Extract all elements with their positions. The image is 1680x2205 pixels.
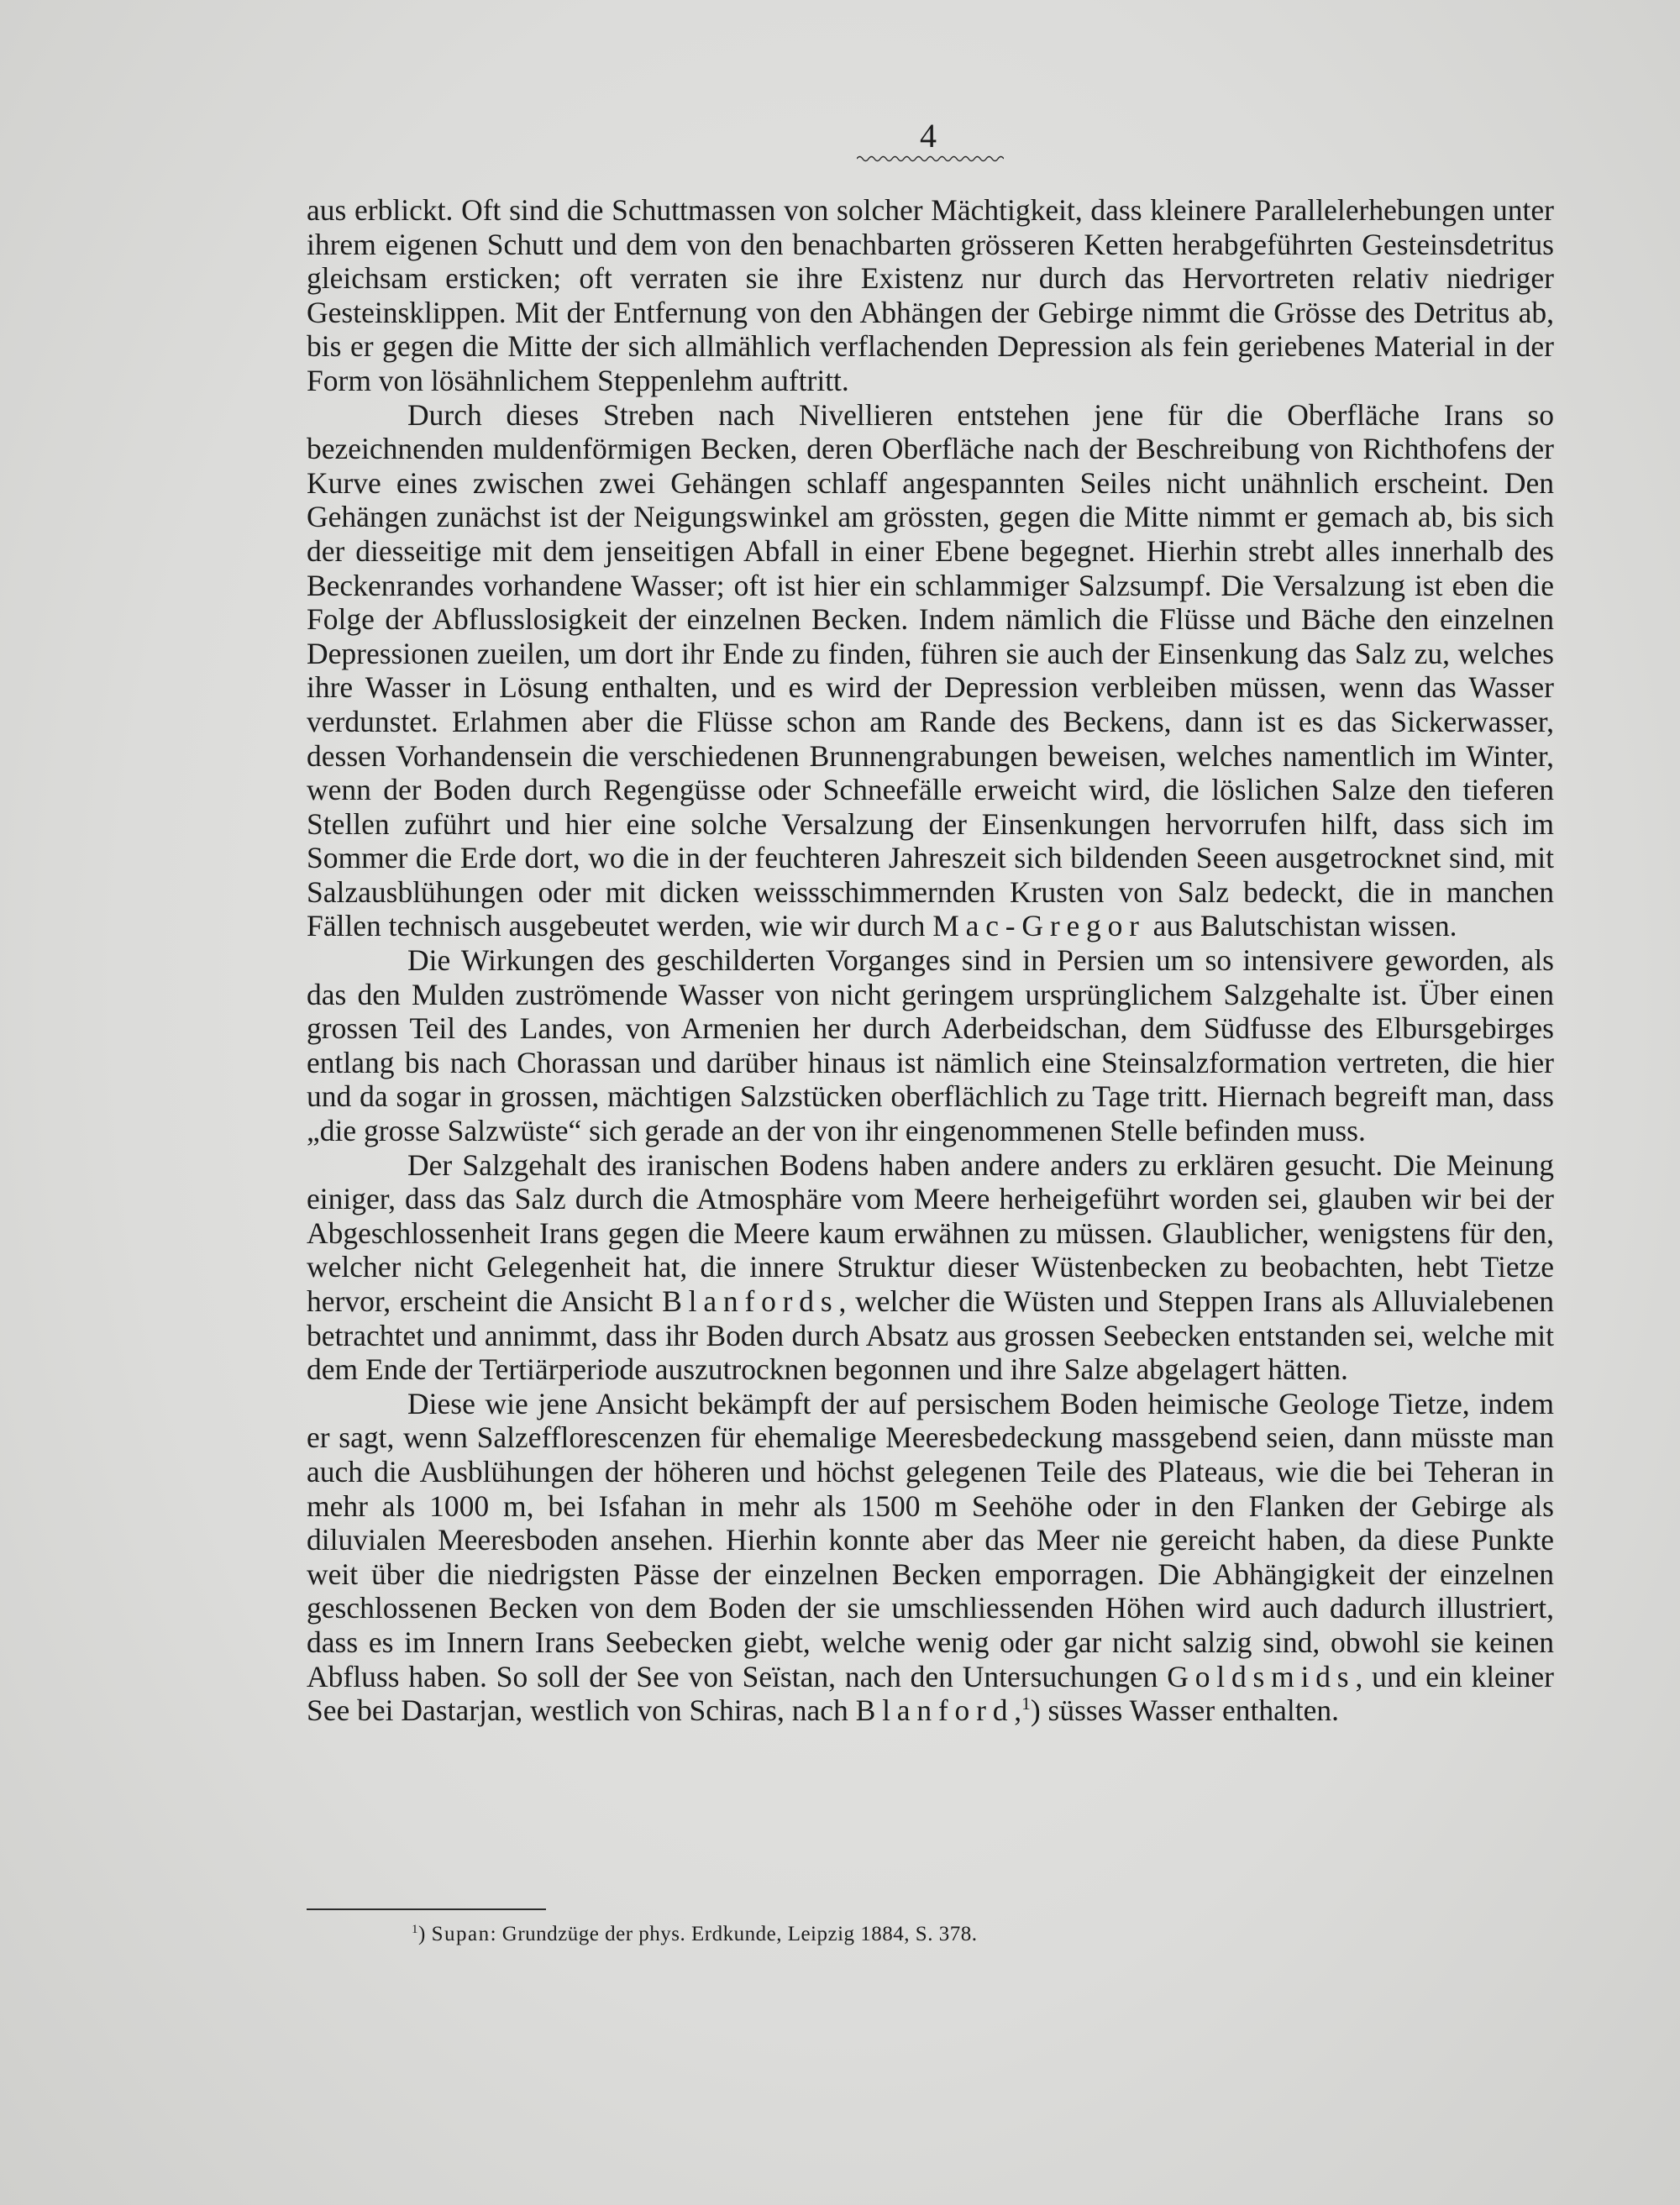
- text-run: Diese wie jene Ansicht bekämpft der auf persischem Boden heimische Geologe Tietze, indem er sagt, wenn Salzefflorescenzen für ehemalige Meeresbedeckung massgebend seien, dann müsste man auch die Ausblühungen der höheren und höchst gelegenen Teile des Plateaus, wie die bei Teheran in mehr als 1000 m, bei Isfahan in mehr als 1500 m Seehöhe oder in den Flanken der Gebirge als diluvialen Meeresboden ansehen. Hierhin konnte aber das Meer nie gereicht haben, da diese Punkte weit über die niedrigsten Pässe der einzelnen Becken emporragen. Die Abhängigkeit der einzelnen geschlossenen Becken von dem Boden der sie umschliessenden Höhen wird auch dadurch illustriert, dass es im Innern Irans Seebecken giebt, welche wenig oder gar nicht salzig sind, obwohl sie keinen Abfluss haben. So soll der See von Seïstan, nach den Untersuchungen: [307, 1386, 1554, 1693]
- author-name: Mac-Gregor: [932, 909, 1146, 943]
- paragraph: [307, 1387, 1554, 1728]
- text-run: aus Balutschistan wissen.: [1145, 909, 1457, 943]
- footnote-rule: [307, 1908, 546, 1910]
- text-run: Durch dieses Streben nach Nivellieren entstehen jene für die Oberfläche Irans so bezeichnenden muldenförmigen Becken, deren Oberfläche nach der Beschreibung von Richthofens der Kurve eines zwischen zwei Gehängen schlaff angespannten Seiles nicht unähnlich erscheint. Den Gehängen zunächst ist der Neigungswinkel am grössten, gegen die Mitte nimmt er gemach ab, bis sich der diesseitige mit dem jenseitigen Abfall in einer Ebene begegnet. Hierhin strebt alles innerhalb des Beckenrandes vorhandene Wasser; oft ist hier ein schlammiger Salzsumpf. Die Versalzung ist eben die Folge der Abflusslosigkeit der einzelnen Becken. Indem nämlich die Flüsse und Bäche den einzelnen Depressionen zueilen, um dort ihr Ende zu finden, führen sie auch der Einsenkung das Salz zu, welches ihre Wasser in Lösung enthalten, und es wird der Depression verbleiben müssen, wenn das Wasser verdunstet. Erlahmen aber die Flüsse schon am Rande des Beckens, dann ist es das Sickerwasser, dessen Vorhandensein die verschiedenen Brunnengrabungen beweisen, welches namentlich im Winter, wenn der Boden durch Regengüsse oder Schneefälle erweicht wird, die löslichen Salze den tieferen Stellen zuführt und hier eine solche Versalzung der Einsenkungen hervorrufen hilft, dass sich im Sommer die Erde dort, wo die in der feuchteren Jahreszeit sich bildenden Seeen ausgetrocknet sind, mit Salzausblühungen oder mit dicken weissschimmernden Krusten von Salz bedeckt, die in manchen Fällen technisch ausgebeutet werden, wie wir durch: [307, 397, 1554, 943]
- wavy-ornament-icon: [857, 154, 1004, 162]
- text-run: ,: [1014, 1693, 1022, 1728]
- footnote-author: Supan: [431, 1923, 491, 1945]
- author-name: Goldsmids: [1167, 1659, 1356, 1693]
- paragraph: [307, 193, 1554, 398]
- text-run: ) süsses Wasser enthalten.: [1030, 1693, 1339, 1728]
- text-run: Der Salzgehalt des iranischen Bodens haben andere anders zu erklären gesucht. Die Meinung einiger, dass das Salz durch die Atmosphäre vom Meere herheigeführt worden sei, glauben wir bei der Abgeschlossenheit Irans gegen die Meere kaum erwähnen zu müssen. Glaublicher, wenigstens für den, welcher nicht Gelegenheit hat, die innere Struktur dieser Wüstenbecken zu beobachten, hebt Tietze hervor, erscheint die Ansicht: [307, 1147, 1554, 1318]
- body-text: [307, 193, 1554, 1728]
- paragraph: [307, 398, 1554, 944]
- text-run: Die Wirkungen des geschilderten Vorganges sind in Persien um so intensivere geworden, als das den Mulden zuströmende Wasser von nicht geringem ursprünglichem Salzgehalte ist. Über einen grossen Teil des Landes, von Armenien her durch Aderbeidschan, dem Südfusse des Elbursgebirges entlang bis nach Chorassan und darüber hinaus ist nämlich eine Steinsalzformation vertreten, die hier und da sogar in grossen, mächtigen Salzstücken oberflächlich zu Tage tritt. Hiernach begreift man, dass „die grosse Salzwüste“ sich gerade an der von ihr eingenommenen Stelle befinden muss.: [307, 943, 1554, 1148]
- footnote-text: : Grundzüge der phys. Erdkunde, Leipzig 1884, S. 378.: [490, 1923, 978, 1945]
- footnote: $^1$) Supan: Grundzüge der phys. Erdkunde, Leipzig 1884, S. 378.: [412, 1923, 978, 1945]
- text-run: aus erblickt. Oft sind die Schuttmassen von solcher Mächtigkeit, dass kleinere Parallelerhebungen unter ihrem eigenen Schutt und dem von den benachbarten grösseren Ketten herabgeführten Gesteinsdetritus gleichsam ersticken; oft verraten sie ihre Existenz nur durch das Hervortreten relativ niedriger Gesteinsklippen. Mit der Entfernung von den Abhängen der Gebirge nimmt die Grösse des Detritus ab, bis er gegen die Mitte der sich allmählich verflachenden Depression als fein geriebenes Material in der Form von lösähnlichem Steppenlehm auftritt.: [307, 193, 1554, 397]
- paragraph: [307, 943, 1554, 1148]
- page-number: 4: [920, 117, 937, 155]
- footnote-reference: 1: [1021, 1693, 1031, 1714]
- text-run: , und ein kleiner See bei Dastarjan, westlich von Schiras, nach: [307, 1659, 1555, 1728]
- text-run: , welcher die Wüsten und Steppen Irans als Alluvialebenen betrachtet und annimmt, dass ihr Boden durch Absatz aus grossen Seebecken entstanden sei, welche mit dem Ende der Tertiärperiode auszutrocknen begonnen und ihre Salze abgelagert hätten.: [307, 1284, 1554, 1387]
- author-name: Blanford: [855, 1693, 1015, 1728]
- paragraph: [307, 1148, 1554, 1387]
- author-name: Blanfords: [662, 1284, 839, 1318]
- footnote-marker: 1: [412, 1923, 418, 1936]
